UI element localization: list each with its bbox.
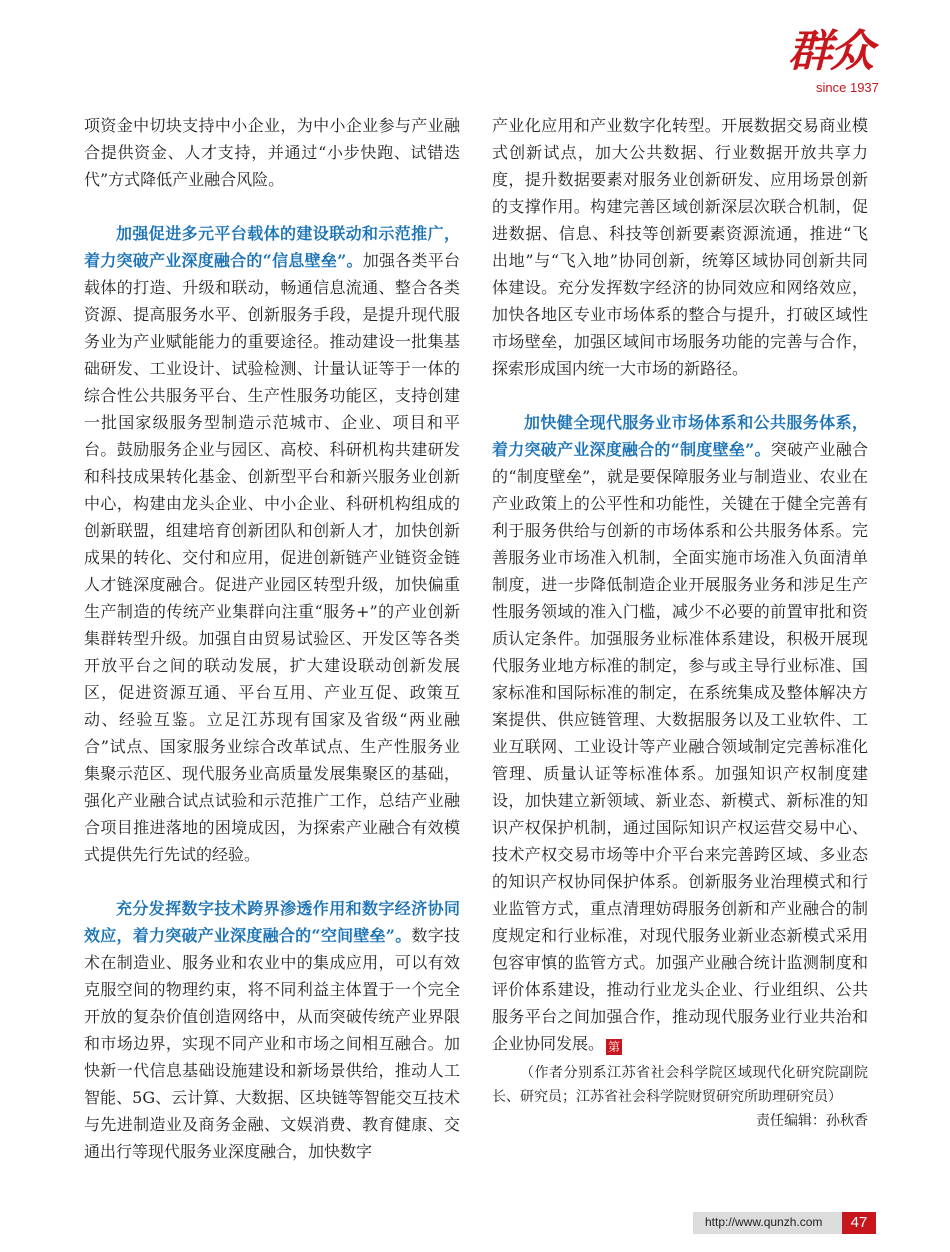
section-heading: 加快健全现代服务业市场体系和公共服务体系，着力突破产业深度融合的“制度壁垒”。 (492, 413, 868, 459)
author-note-text: （作者分别系江苏省社会科学院区域现代化研究院副院长、研究员；江苏省社会科学院财贸研究所助理研究员） (492, 1065, 868, 1105)
paragraph-body: 加强各类平台载体的打造、升级和联动，畅通信息流通、整合各类资源、提高服务水平、创新服务手段，是提升现代服务业为产业赋能能力的重要途径。推动建设一批集基础研发、工业设计、试验检测、计量认证等于一体的综合性公共服务平台、生产性服务功能区，支持创建一批国家级服务型制造示范城市、企业、项目和平台。鼓励服务企业与园区、高校、科研机构共建研发和科技成果转化基金、创新型平台和新兴服务业创新中心，构建由龙头企业、中小企业、科研机构组成的创新联盟，组建培育创新团队和创新人才，加快创新成果的转化、交付和应用，促进创新链产业链资金链人才链深度融合。促进产业园区转型升级，加快偏重生产制造的传统产业集群向注重“服务+”的产业创新集群转型升级。加强自由贸易试验区、开发区等各类开放平台之间的联动发展，扩大建设联动创新发展区，促进资源互通、平台互用、产业互促、政策互动、经验互鉴。立足江苏现有国家及省级“两业融合”试点、国家服务业综合改革试点、生产性服务业集聚示范区、现代服务业高质量发展集聚区的基础，强化产业融合试点试验和示范推广工作，总结产业融合项目推进落地的困境成因，为探索产业融合有效模式提供先行先试的经验。 (84, 251, 460, 864)
page-footer (693, 1212, 876, 1234)
left-column (84, 112, 460, 1165)
paragraph-body: 数字技术在制造业、服务业和农业中的集成应用，可以有效克服空间的物理约束，将不同利益主体置于一个完全开放的复杂价值创造网络中，从而突破传统产业界限和市场边界，实现不同产业和市场之间相互融合。加快新一代信息基础设施建设和新场景供给，推动人工智能、5G、云计算、大数据、区块链等智能交互技术与先进制造业及商务金融、文娱消费、教育健康、交通出行等现代服务业深度融合，加快数字 (84, 926, 460, 1161)
logo-since: since 1937 (816, 80, 879, 95)
responsible-editor: 责任编辑：孙秋香 (756, 1113, 868, 1129)
author-note (492, 1061, 868, 1129)
logo-text: 群众 (788, 26, 872, 77)
paragraph (492, 409, 868, 1057)
page-number: 47 (842, 1212, 876, 1234)
website-url: http://www.qunzh.com (705, 1215, 823, 1229)
section-heading: 加强促进多元平台载体的建设联动和示范推广，着力突破产业深度融合的“信息壁垒”。 (84, 224, 460, 270)
paragraph: 产业化应用和产业数字化转型。开展数据交易商业模式创新试点，加大公共数据、行业数据开放共享力度，提升数据要素对服务业创新研发、应用场景创新的支撑作用。构建完善区域创新深层次联合机制，促进数据、信息、科技等创新要素资源流通，推进“飞出地”与“飞入地”协同创新，统筹区域协同创新共同体建设。充分发挥数字经济的协同效应和网络效应，加快各地区专业市场体系的整合与提升，打破区域性市场壁垒，加强区域间市场服务功能的完善与合作，探索形成国内统一大市场的新路径。 (492, 116, 868, 378)
paragraph (84, 895, 460, 1165)
paragraph (84, 220, 460, 868)
paragraph-body: 突破产业融合的“制度壁垒”，就是要保障服务业与制造业、农业在产业政策上的公平性和功能性，关键在于健全完善有利于服务供给与创新的市场体系和公共服务体系。完善服务业市场准入机制，全面实施市场准入负面清单制度，进一步降低制造企业开展服务业务和涉足生产性服务领域的准入门槛，减少不必要的前置审批和资质认定条件。加强服务业标准体系建设，积极开展现代服务业地方标准的制定，参与或主导行业标准、国家标准和国际标准的制定，在系统集成及整体解决方案提供、供应链管理、大数据服务以及工业软件、工业互联网、工业设计等产业融合领域制定完善标准化管理、质量认证等标准体系。加强知识产权制度建设，加快建立新领域、新业态、新模式、新标准的知识产权保护机制，通过国际知识产权运营交易中心、技术产权交易市场等中介平台来完善跨区域、多业态的知识产权协同保护体系。创新服务业治理模式和行业监管方式，重点清理妨碍服务创新和产业融合的制度规定和行业标准，对现代服务业新业态新模式采用包容审慎的监管方式。加强产业融合统计监测制度和评价体系建设，推动行业龙头企业、行业组织、公共服务平台之间加强合作，推动现代服务业行业共治和企业协同发展。 (492, 440, 868, 1053)
magazine-logo (788, 22, 908, 102)
right-column (492, 112, 868, 1133)
paragraph: 项资金中切块支持中小企业，为中小企业参与产业融合提供资金、人才支持，并通过“小步快跑、试错迭代”方式降低产业融合风险。 (84, 116, 460, 189)
section-heading: 充分发挥数字技术跨界渗透作用和数字经济协同效应，着力突破产业深度融合的“空间壁垒”。 (84, 899, 460, 945)
end-mark-icon: 第 (608, 1040, 621, 1054)
